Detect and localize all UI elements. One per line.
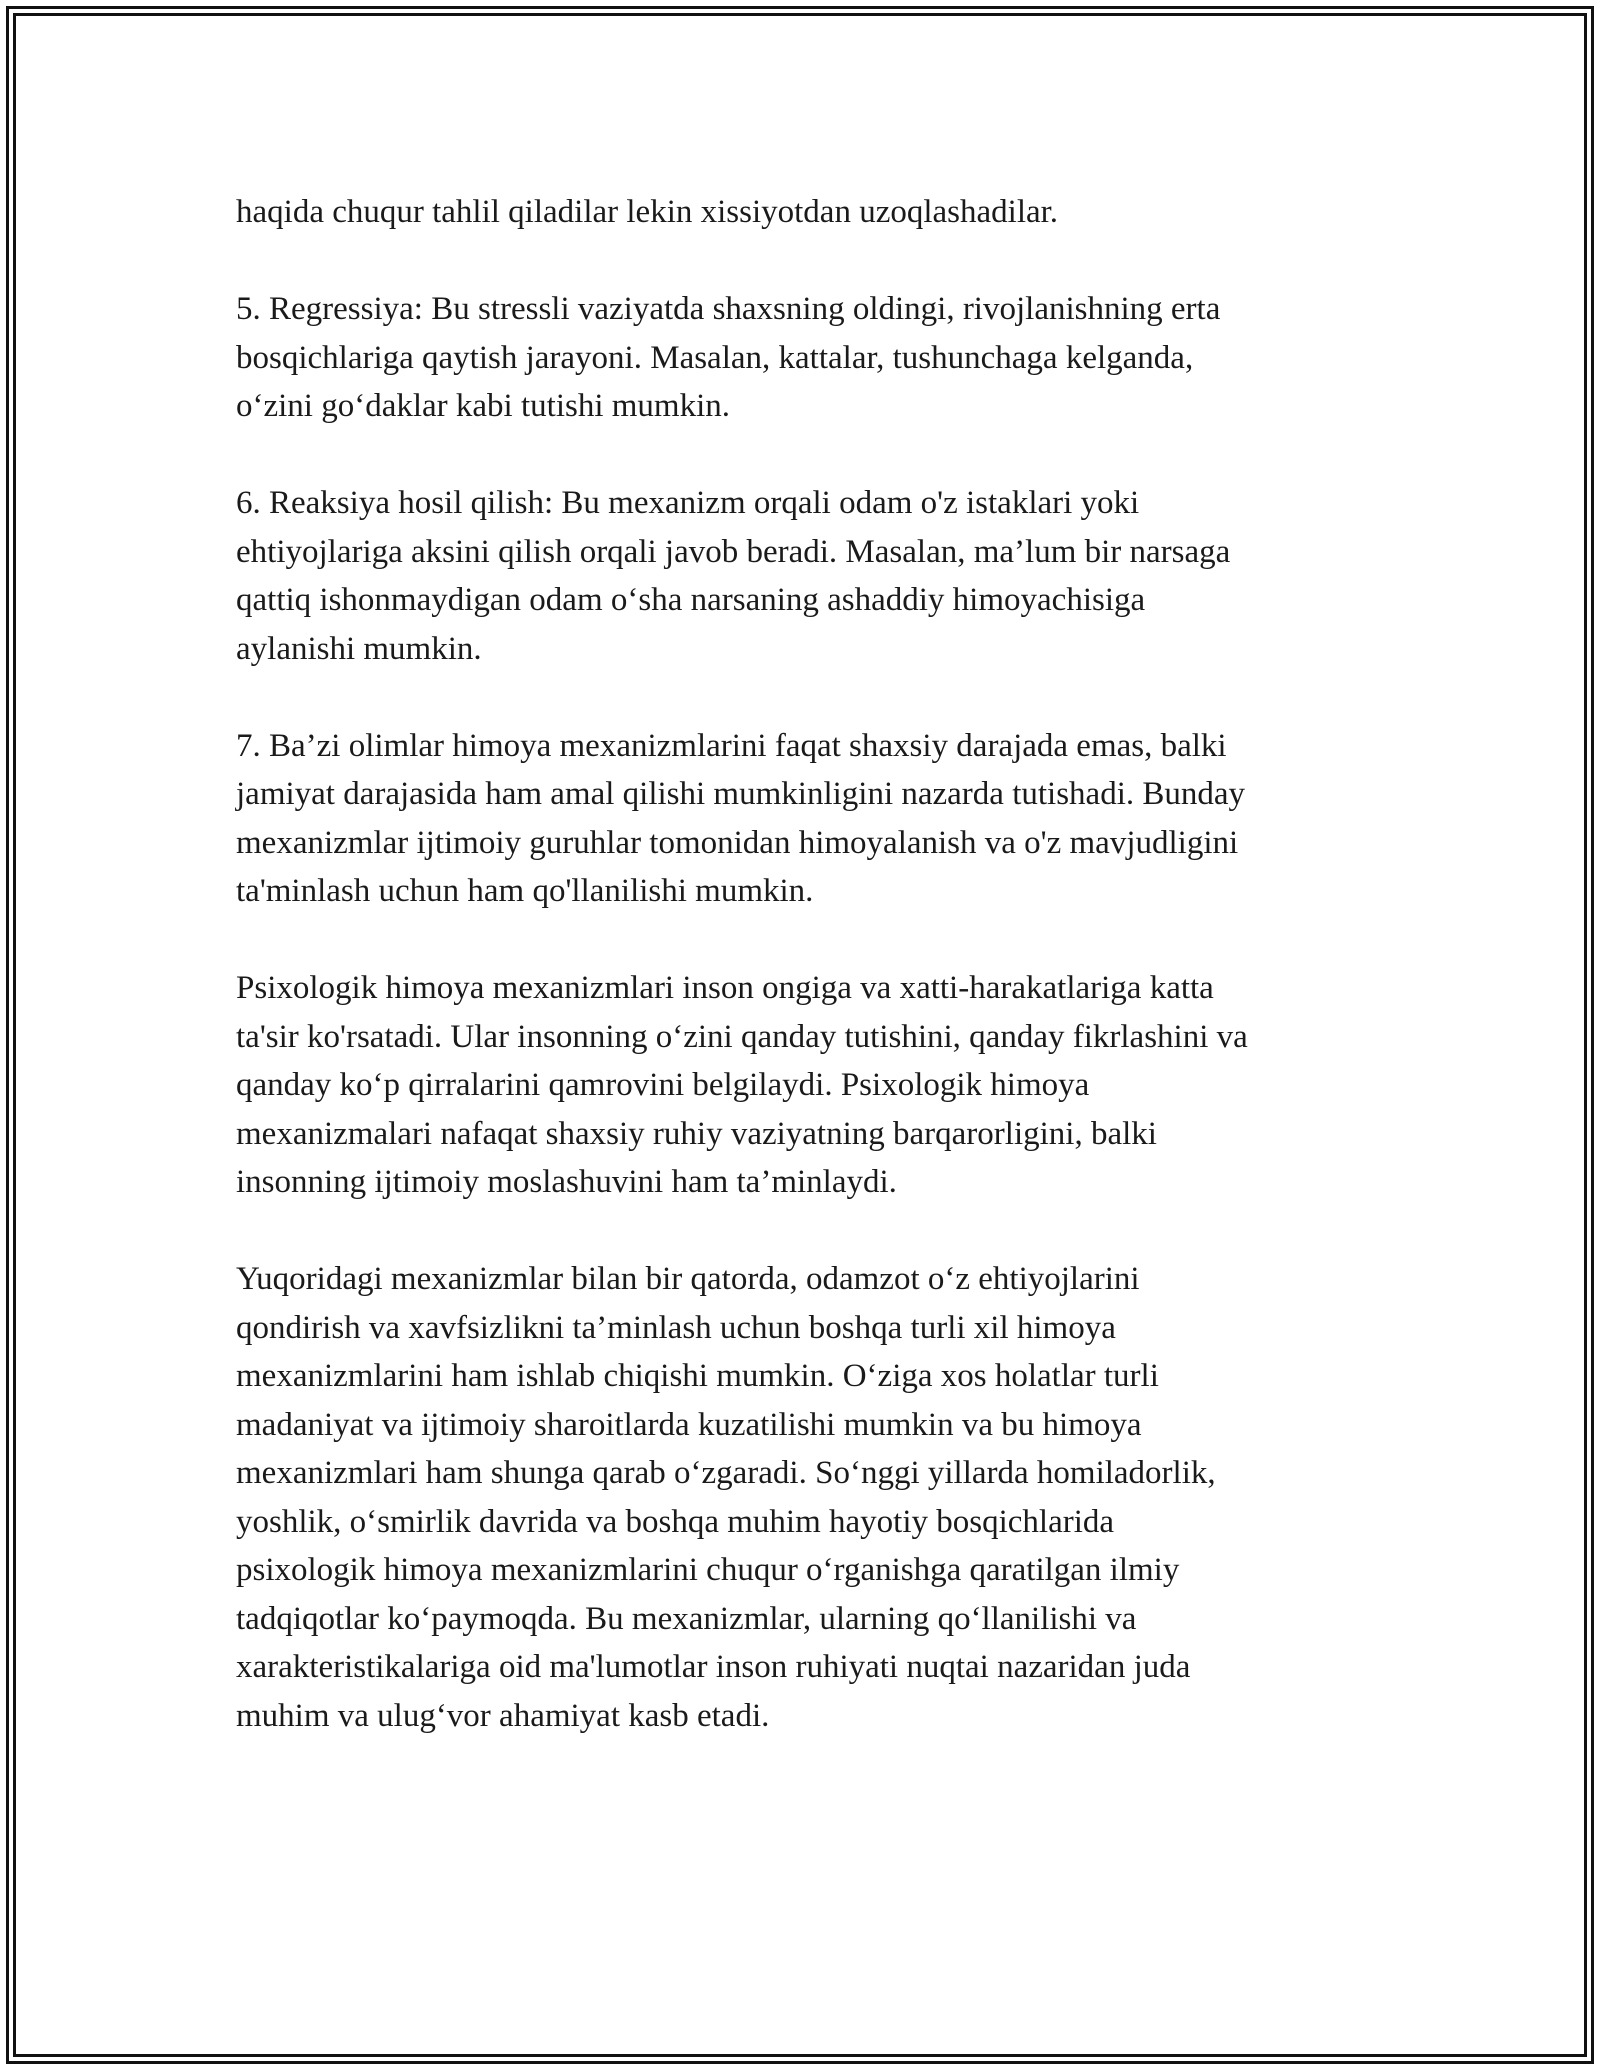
paragraph-regressiya: 5. Regressiya: Bu stressli vaziyatda shaxsning oldingi, rivojlanishning erta bosqichlariga qaytish jarayoni. Masalan, kattalar, tushunchaga kelganda, o‘zini go‘daklar kabi tutishi mumkin. <box>236 291 1221 424</box>
paragraph-psixologik: Psixologik himoya mexanizmlari inson ongiga va xatti-harakatlariga katta ta'sir ko'rsatadi. Ular insonning o‘zini qanday tutishini, qanday fikrlashini va qanday ko‘p qirralarini qamrovini belgilaydi. Psixologik himoya mexanizmalari nafaqat shaxsiy ruhiy vaziyatning barqarorligini, balki insonning ijtimoiy moslashuvini ham ta’minlaydi. <box>236 970 1248 1200</box>
paragraph-continuation: haqida chuqur tahlil qiladilar lekin xissiyotdan uzoqlashadilar. <box>236 194 1059 230</box>
paragraph-item-7: 7. Ba’zi olimlar himoya mexanizmlarini faqat shaxsiy darajada emas, balki jamiyat darajasida ham amal qilishi mumkinligini nazarda tutishadi. Bunday mexanizmlar ijtimoiy guruhlar tomonidan himoyalanish va o'z mavjudligini ta'minlash uchun ham qo'llanilishi mumkin. <box>236 727 1246 909</box>
paragraph-yuqoridagi: Yuqoridagi mexanizmlar bilan bir qatorda, odamzot o‘z ehtiyojlarini qondirish va xavfsizlikni ta’minlash uchun boshqa turli xil himoya mexanizmlarini ham ishlab chiqishi mumkin. O‘ziga xos holatlar turli madaniyat va ijtimoiy sharoitlarda kuzatilishi mumkin va bu himoya mexanizmlari ham shunga qarab o‘zgaradi. So‘nggi yillarda homiladorlik, yoshlik, o‘smirlik davrida va boshqa muhim hayotiy bosqichlarida psixologik himoya mexanizmlarini chuqur o‘rganishga qaratilgan ilmiy tadqiqotlar ko‘paymoqda. Bu mexanizmlar, ularning qo‘llanilishi va xarakteristikalariga oid ma'lumotlar inson ruhiyati nuqtai nazaridan juda muhim va ulug‘vor ahamiyat kasb etadi. <box>236 1261 1216 1734</box>
document-body <box>236 188 1376 1740</box>
paragraph-reaksiya: 6. Reaksiya hosil qilish: Bu mexanizm orqali odam o'z istaklari yoki ehtiyojlariga aksini qilish orqali javob beradi. Masalan, ma’lum bir narsaga qattiq ishonmaydigan odam o‘sha narsaning ashaddiy himoyachisiga aylanishi mumkin. <box>236 485 1231 667</box>
